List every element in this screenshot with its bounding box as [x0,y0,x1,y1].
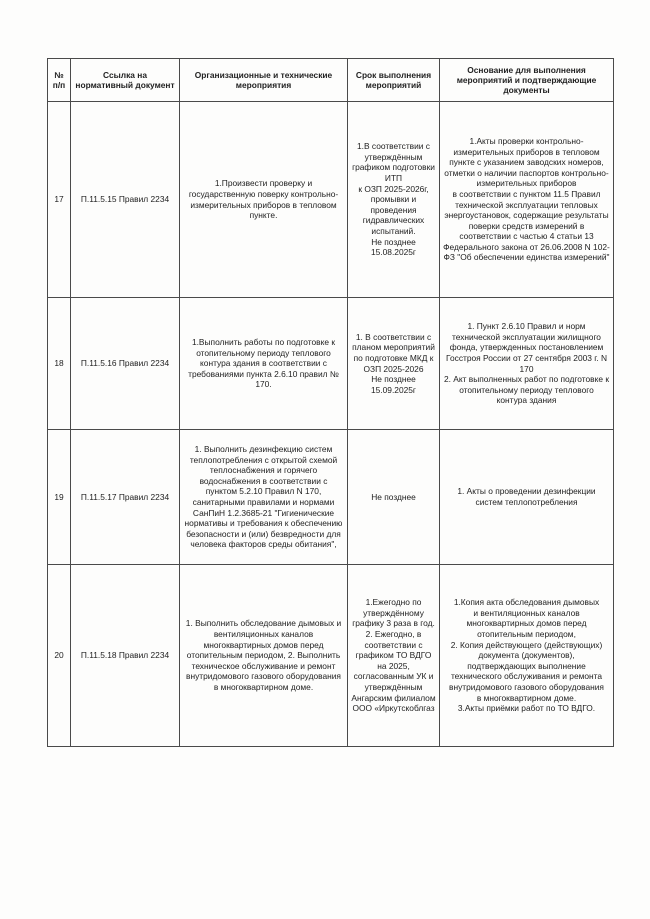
row-basis: 1. Пункт 2.6.10 Правил и норм технической эксплуатации жилищного фонда, утвержденных постановлением Госстроя России от 27 сентября 2003 г. N 170 2. Акт выполненных работ по подготовке к отопительному периоду теплового контура здания [440,298,614,430]
row-deadline: 1.Ежегодно по утверждённому графику 3 раза в год. 2. Ежегодно, в соответствии с графиком ТО ВДГО на 2025, согласованным УК и утверждённым Ангарским филиалом ООО «Иркутскоблгаз [348,565,440,747]
row-number: 17 [48,102,71,298]
row-measures: 1.Выполнить работы по подготовке к отопительному периоду теплового контура здания в соответствии с требованиями пункта 2.6.10 правил № 170. [180,298,348,430]
row-number: 18 [48,298,71,430]
header-measures: Организационные и технические мероприятия [180,59,348,102]
row-measures: 1. Выполнить обследование дымовых и вентиляционных каналов многоквартирных домов перед отопительным периодом, 2. Выполнить техническое обслуживание и ремонт внутридомового газового оборудования в многоквартирном доме. [180,565,348,747]
table-header-row [48,59,614,102]
row-reference: П.11.5.15 Правил 2234 [71,102,180,298]
row-deadline: 1.В соответствии с утверждённым графиком подготовки ИТП к ОЗП 2025-2026г, промывки и проведения гидравлических испытаний. Не позднее 15.08.2025г [348,102,440,298]
table-row [48,298,614,430]
row-reference: П.11.5.18 Правил 2234 [71,565,180,747]
table-row [48,565,614,747]
row-deadline: 1. В соответствии с планом мероприятий по подготовке МКД к ОЗП 2025-2026 Не позднее 15.09.2025г [348,298,440,430]
row-basis: 1.Копия акта обследования дымовых и вентиляционных каналов многоквартирных домов перед отопительным периодом, 2. Копия действующего (действующих) документа (документов), подтверждающих выполнение технического обслуживания и ремонта внутридомового газового оборудования в многоквартирном доме. 3.Акты приёмки работ по ТО ВДГО. [440,565,614,747]
header-number: № п/п [48,59,71,102]
row-deadline: Не позднее [348,430,440,565]
row-number: 20 [48,565,71,747]
header-basis: Основание для выполнения мероприятий и подтверждающие документы [440,59,614,102]
row-measures: 1.Произвести проверку и государственную поверку контрольно-измерительных приборов в тепловом пункте. [180,102,348,298]
header-reference: Ссылка на нормативный документ [71,59,180,102]
row-basis: 1. Акты о проведении дезинфекции систем теплопотребления [440,430,614,565]
measures-table [47,58,614,747]
row-basis: 1.Акты проверки контрольно-измерительных приборов в тепловом пункте с указанием заводских номеров, отметки о наличии паспортов контрольно-измерительных приборов в соответствии с пунктом 11.5 Правил технической эксплуатации тепловых энергоустановок, содержащие результаты поверки средств измерений в соответствии с частью 4 статьи 13 Федерального закона от 26.06.2008 N 102-ФЗ "Об обеспечении единства измерений" [440,102,614,298]
table-row [48,102,614,298]
row-measures: 1. Выполнить дезинфекцию систем теплопотребления с открытой схемой теплоснабжения и горячего водоснабжения в соответствии с пунктом 5.2.10 Правил N 170, санитарными правилами и нормами СанПиН 1.2.3685-21 "Гигиенические нормативы и требования к обеспечению безопасности и (или) безвредности для человека факторов среды обитания", [180,430,348,565]
row-reference: П.11.5.17 Правил 2234 [71,430,180,565]
row-number: 19 [48,430,71,565]
table-row [48,430,614,565]
header-deadline: Срок выполнения мероприятий [348,59,440,102]
row-reference: П.11.5.16 Правил 2234 [71,298,180,430]
